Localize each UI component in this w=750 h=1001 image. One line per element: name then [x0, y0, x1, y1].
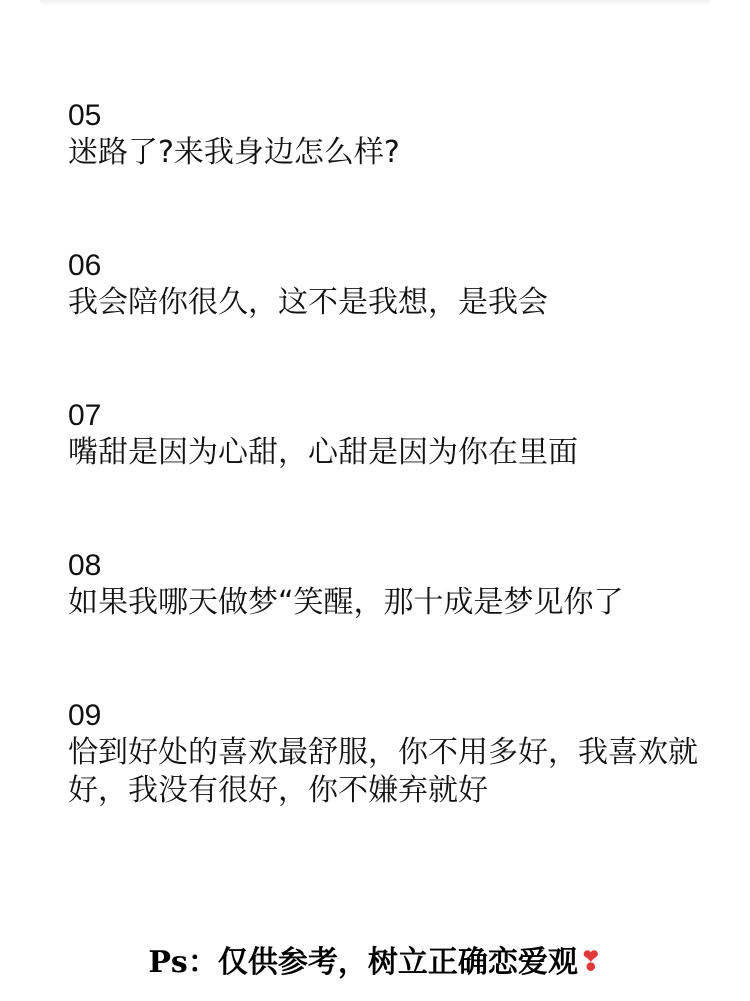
entry-number: 07 — [68, 399, 102, 432]
entry-text: 恰到好处的喜欢最舒服，你不用多好，我喜欢就好，我没有很好，你不嫌弃就好 — [68, 735, 698, 808]
entry-05 — [68, 98, 698, 172]
entry-text: 我会陪你很久，这不是我想，是我会 — [68, 285, 548, 320]
entry-number: 05 — [68, 99, 102, 132]
entry-text: 如果我哪天做梦“笑醒，那十成是梦见你了 — [68, 585, 624, 620]
entry-07 — [68, 398, 698, 472]
top-edge-shadow — [40, 0, 710, 6]
entry-number: 08 — [68, 549, 102, 582]
heart-exclamation-icon: ❣ — [579, 947, 602, 977]
entry-text: 嘴甜是因为心甜，心甜是因为你在里面 — [68, 435, 578, 470]
footer-text: Ps：仅供参考，树立正确恋爱观 — [148, 945, 578, 980]
entry-08 — [68, 548, 698, 622]
entry-number: 09 — [68, 699, 102, 732]
entry-06 — [68, 248, 698, 322]
entry-number: 06 — [68, 249, 102, 282]
entry-text: 迷路了?来我身边怎么样? — [68, 135, 400, 170]
footer-note — [0, 942, 750, 983]
entry-09 — [68, 698, 698, 810]
